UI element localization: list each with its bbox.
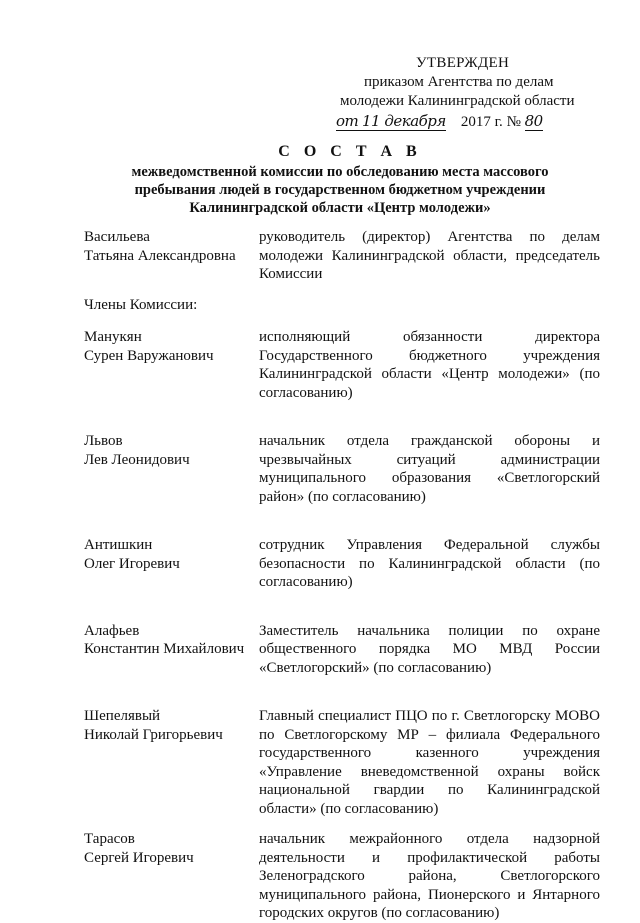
member-name — [84, 432, 259, 506]
member-given-names: Татьяна Александровна — [84, 247, 236, 264]
member-role: исполняющий обязанности директора Государственного бюджетного учреждения Калининградской области «Центр молодежи» (по согласованию) — [259, 329, 600, 401]
member-role: сотрудник Управления Федеральной службы безопасности по Калининградской области (по согласованию) — [259, 537, 600, 590]
number-field — [525, 113, 543, 131]
member-surname: Алафьев — [84, 622, 140, 639]
member-row — [84, 622, 600, 678]
member-given-names: Сурен Варужанович — [84, 347, 214, 364]
member-surname: Манукян — [84, 329, 142, 345]
document-subtitle: межведомственной комиссии по обследованию места массового пребывания людей в государственном бюджетном учреждении Калининградской области «Центр молодежи» — [131, 164, 549, 216]
approval-date-line — [336, 113, 596, 132]
member-surname: Антишкин — [84, 537, 153, 553]
member-given-names: Сергей Игоревич — [84, 849, 194, 866]
member-role: руководитель (директор) Агентства по делам молодежи Калининградской области, председатель Комиссии — [259, 229, 600, 282]
member-name — [84, 622, 259, 678]
members-label: Члены Комиссии: — [84, 296, 198, 313]
member-role: Заместитель начальника полиции по охране общественного порядка МО МВД России «Светлогорский» (по согласованию) — [259, 622, 600, 676]
document-title: С О С Т А В — [278, 143, 422, 160]
member-row — [84, 432, 600, 506]
member-role: Главный специалист ПЦО по г. Светлогорску МОВО по Светлогорскому МР – филиала Федерального государственного казенного учреждения «Управление вневедомственной охраны войск национальной гвардии по Калининградской области» (по согласованию) — [259, 708, 600, 817]
number-sign: № — [506, 114, 521, 130]
commission-list — [84, 228, 600, 923]
member-row — [84, 328, 600, 402]
member-surname: Львов — [84, 433, 123, 449]
approval-title: УТВЕРЖДЕН — [416, 55, 510, 71]
approval-block — [336, 54, 596, 132]
approval-year: 2017 г. — [460, 114, 503, 130]
approval-order-line: приказом Агентства по делам — [364, 74, 554, 90]
member-name — [84, 707, 259, 818]
date-field — [336, 113, 446, 131]
member-row — [84, 830, 600, 923]
member-row — [84, 707, 600, 818]
number-handwritten: 80 — [524, 112, 543, 130]
member-surname: Шепелявый — [84, 708, 161, 724]
member-role: начальник отдела гражданской обороны и чрезвычайных ситуаций администрации муниципального образования «Светлогорский район» (по согласованию) — [259, 433, 600, 505]
member-name — [84, 228, 259, 284]
member-given-names: Олег Игоревич — [84, 555, 180, 572]
date-handwritten: 11 декабря — [362, 112, 446, 130]
member-given-names: Николай Григорьевич — [84, 726, 223, 743]
member-row — [84, 536, 600, 592]
member-name — [84, 328, 259, 402]
member-name — [84, 830, 259, 923]
chair-row — [84, 228, 600, 284]
member-surname: Тарасов — [84, 831, 135, 847]
member-name — [84, 536, 259, 592]
document-heading — [0, 143, 640, 217]
member-given-names: Константин Михайлович — [84, 641, 245, 657]
member-given-names: Лев Леонидович — [84, 451, 190, 468]
approval-agency-line: молодежи Калининградской области — [340, 93, 575, 109]
member-role: начальник межрайонного отдела надзорной деятельности и профилактической работы Зеленоградского района, Светлогорского муниципального района, Пионерского и Янтарного городских округов (по согласованию) — [259, 831, 600, 921]
date-prefix: от — [336, 112, 359, 130]
member-surname: Васильева — [84, 229, 150, 245]
